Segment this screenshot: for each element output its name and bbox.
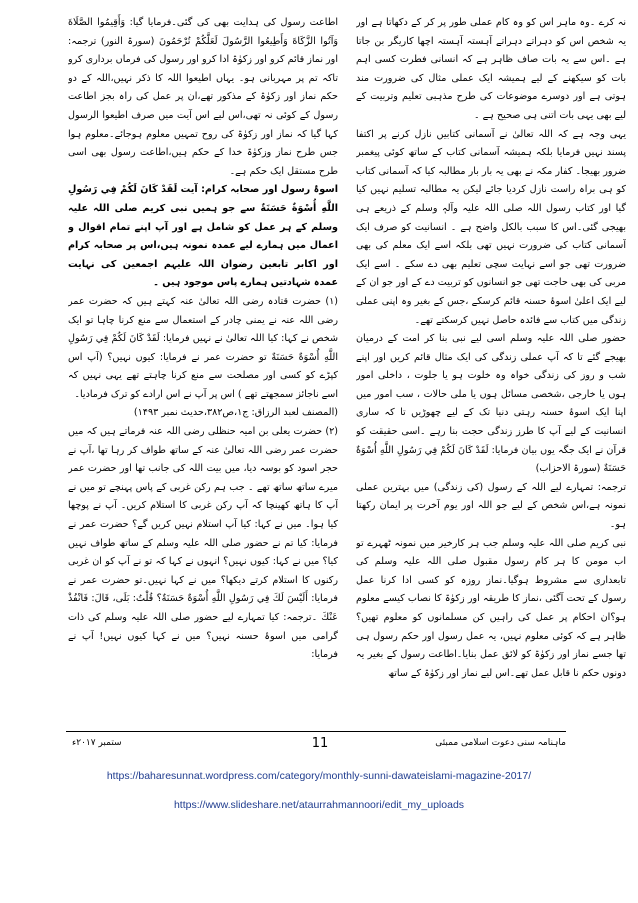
paragraph: ترجمہ: تمہارے لیے اللہ کے رسول (کی زندگی) میں بہترین عملی نمونہ ہے،اس شخص کے لیے جو اللہ اور یوم آخرت پر ایمان رکھتا ہو۔ — [356, 481, 626, 531]
section-heading-paragraph: اسوۂ رسول اور صحابہ کرام: آیت لَقَدْ كَانَ لَكُمْ فِي رَسُولِ اللَّهِ أُسْوَةٌ حَسَنَةٌ سے جو ہمیں نبی کریم صلی اللہ علیہ وسلم کے ہر عمل کو شامل ہے اور آپ اپنے تمام اقوال و اعمال میں ہمارے لیے عمدہ نمونہ ہیں،اس پر صحابہ کرام اور اکابر تابعین رضوان اللہ علیہم اجمعین کی نہایت عمدہ شہادتیں ہمارے پاس موجود ہیں ۔ — [68, 184, 338, 289]
paragraph: (۲) حضرت یعلی بن امیہ حنظلی رضی اللہ عنہ فرماتے ہیں کہ میں حضرت عمر رضی اللہ تعالیٰ عنہ کے ساتھ طواف کر رہا تھا ،آپ نے حجر اسود کو بوسہ دیا، میں بیت اللہ کی جانب تھا اور حضرت عمر میرے ساتھ ساتھ تھے ۔ جب ہم رکن غربی کے پاس پہنچے تو میں نے آپ کا ہاتھ کھینچا کہ آپ رکن غربی کا استلام کریں۔ آپ نے پوچھا کیا ہوا۔ میں نے کہا: کیا آپ استلام نہیں کریں گے؟ حضرت عمر نے فرمایا: کیا تم نے حضور صلی اللہ علیہ وسلم کے ساتھ طواف نہیں کیا؟ میں نے کہا: کیوں نہیں؟ انہوں نے کہا کہ تو نے آپ کو ان غربی رکنوں کا استلام کرتے دیکھا؟ میں نے کہا نہیں۔تو حضرت عمر نے فرمایا: أَلَيْسَ لَكَ فِي رَسُولِ اللَّهِ أُسْوَةٌ حَسَنَةٌ؟ قُلْتُ: بَلَى، قَالَ: فَانْفُذْ عَنْكَ ۔ترجمہ: کیا تمہارے لیے حضور صلی اللہ علیہ وسلم کی ذات گرامی میں اسوۂ حسنہ نہیں؟ میں نے کہا کیوں نہیں! آپ نے فرمایا: — [68, 426, 338, 661]
left-text-column — [68, 14, 338, 724]
footer-rule — [66, 731, 566, 732]
right-text-column — [356, 14, 626, 724]
paragraph: اطاعت رسول کی ہدایت بھی کی گئی۔فرمایا گیا: وَأَقِيمُوا الصَّلَاةَ وَآتُوا الزَّكَاةَ وَأَطِيعُوا الرَّسُولَ لَعَلَّكُمْ تُرْحَمُونَ (سورۃ النور) ترجمہ: اور نماز قائم کرو اور زکوٰۃ ادا کرو اور رسول کی فرماں برداری کرو تاکہ تم پر مہربانی ہو۔ یہاں اطیعوا اللہ کا ذکر نہیں،اللہ کے دو حکم نماز اور زکوٰۃ کے مذکور تھے،ان پر عمل کی راہ بجز اطاعت رسول کے کوئی نہ تھی،اس لیے اس آیت میں صرف اطیعوا الرسول کہا گیا کہ نماز اور زکوٰۃ کی روح تمہیں معلوم ہوجائے۔معلوم ہوا جس طرح نماز وزکوٰۃ خدا کے حکم ہیں،اطاعت رسول بھی اسی طرح مستقل ایک حکم ہے۔ — [68, 17, 338, 177]
baharesunnat-link[interactable]: https://baharesunnat.wordpress.com/category/monthly-sunni-dawateislami-magazine-2017/ — [106, 770, 532, 782]
slideshare-link[interactable]: https://www.slideshare.net/ataurrahmannoori/edit_my_uploads — [173, 799, 465, 811]
paragraph: نہ کرے ۔وہ ماہر اس کو وہ کام عملی طور پر کر کے دکھاتا ہے اور یہ شخص اس کو دہراتے دہراتے آہستہ آہستہ اچھا کاریگر بن جاتا ہے ۔اس سے یہ بات صاف ظاہر ہے کہ انسانی فطرت کسی اہم بات کو سیکھنے کے لیے ہمیشہ ایک عملی مثال کی ضرورت مند ہوتی ہے اور دوسرے موضوعات کی طرح مذہبی تعلیم وتربیت کے لیے بھی یہی بات اتنی ہی صحیح ہے ۔ — [356, 17, 626, 121]
magazine-name: ماہنامہ سنی دعوت اسلامی ممبئی — [435, 738, 566, 748]
issue-date: ستمبر ۲۰۱۷ء — [72, 738, 122, 748]
citation: (المصنف لعبد الرزاق: ج۱،ص۳۸۲،حدیث نمبر ۱۴۹۳) — [133, 407, 338, 419]
paragraph: حضور صلی اللہ علیہ وسلم اسی لیے نبی بنا کر امت کے درمیان بھیجے گئے تا کہ آپ عملی زندگی کی ایک مثال قائم کریں اور اپنے شب و روز کی زندگی خواہ وہ خلوت ہو یا جلوت ، داخلی امور ہوں یا خارجی ،شخصی مسائل ہوں یا ملی حالات ، سب امور میں اپنا ایک اسوۂ حسنہ رہتی دنیا تک کے لیے چھوڑیں تا کہ ساری انسانیت کے لیے آپ کا طرز زندگی حجت بنا رہے ۔اسی حقیقت کو قرآن نے ایک جگہ یوں بیان فرمایا: لَقَدْ كَانَ لَكُمْ فِي رَسُولِ اللَّهِ أُسْوَةٌ حَسَنَةٌ (سورۃ الاحزاب) — [356, 333, 626, 475]
paragraph: (۱) حضرت قتادہ رضی اللہ تعالیٰ عنہ کہتے ہیں کہ حضرت عمر رضی اللہ عنہ نے یمنی چادر کے استعمال سے منع کرنا چاہا تو ایک شخص نے کہا: کیا اللہ تعالیٰ نے نہیں فرمایا: لَقَدْ كَانَ لَكُمْ فِي رَسُولِ اللَّهِ أُسْوَةٌ حَسَنَةٌ تو حضرت عمر نے فرمایا: کیوں نہیں؟ (آپ اس کپڑے کو کسی اور مصلحت سے منع کرنا چاہتے تھے یہی نہیں کہ اسے ناجائز سمجھتے تھے ) اس پر آپ نے اس ارادے کو ترک فرمادیا۔ — [68, 295, 338, 400]
paragraph: نبی کریم صلی اللہ علیہ وسلم جب ہر کارخیر میں نمونہ ٹھہرے تو اب مومن کا ہر کام رسول مقبول صلی اللہ علیہ وسلم کی تابعداری سے مشروط ہوگیا۔نماز روزہ کو کسی ادا کرنا عمل رسول کے تحت آگئی ،نماز کا طریقہ اور زکوٰۃ کا نصاب کیسے معلوم ہو؟ان احکام پر عمل کی راہیں کن مسلمانوں کو معلوم تھیں؟ ظاہر ہے کہ کوئی معلوم نہیں، یہ عمل رسول اور حکم رسول ہی تھا جسے نماز اور زکوٰۃ کو لائق عمل بنایا۔اطاعت رسول کے بغیر یہ دونوں حکم نا قابل عمل تھے۔اس لیے نماز اور زکوٰۃ کے ساتھ — [356, 537, 626, 679]
paragraph: یہی وجہ ہے کہ اللہ تعالیٰ نے آسمانی کتابیں نازل کرنے پر اکتفا پسند نہیں فرمایا بلکہ ہمیشہ آسمانی کتاب کے ساتھ کوئی پیغمبر ضرور بھیجا۔ کفار مکہ نے بھی یہ بار بار مطالبہ کیا کہ آسمانی کتاب کو ہی براہ راست نازل کردیا جائے لیکن یہ مطالبہ تسلیم نہیں کیا گیا اور کتاب رسول اللہ صلی اللہ علیہ وآلہٖ وسلم کے ذریعے ہی بھیجی گئی۔اس کا سبب بالکل واضح ہے ۔ انسانیت کو صرف ایک آسمانی کتاب کی ضرورت نہیں تھی بلکہ اسے ایک معلم کی بھی ضرورت تھی جو اسے نہایت سچی تعلیم بھی دے سکے ۔ اسے ایک مربی کی بھی حاجت تھی جو انسانوں کو تربیت دے کے اور جو ان کے لیے ایک اعلیٰ اسوۂ حسنہ قائم کرسکے ،جس کے بغیر وہ اپنی عملی زندگی میں کتاب سے فائدہ حاصل نہیں کرسکتے تھے۔ — [356, 128, 626, 326]
page-number: 11 — [311, 736, 329, 751]
